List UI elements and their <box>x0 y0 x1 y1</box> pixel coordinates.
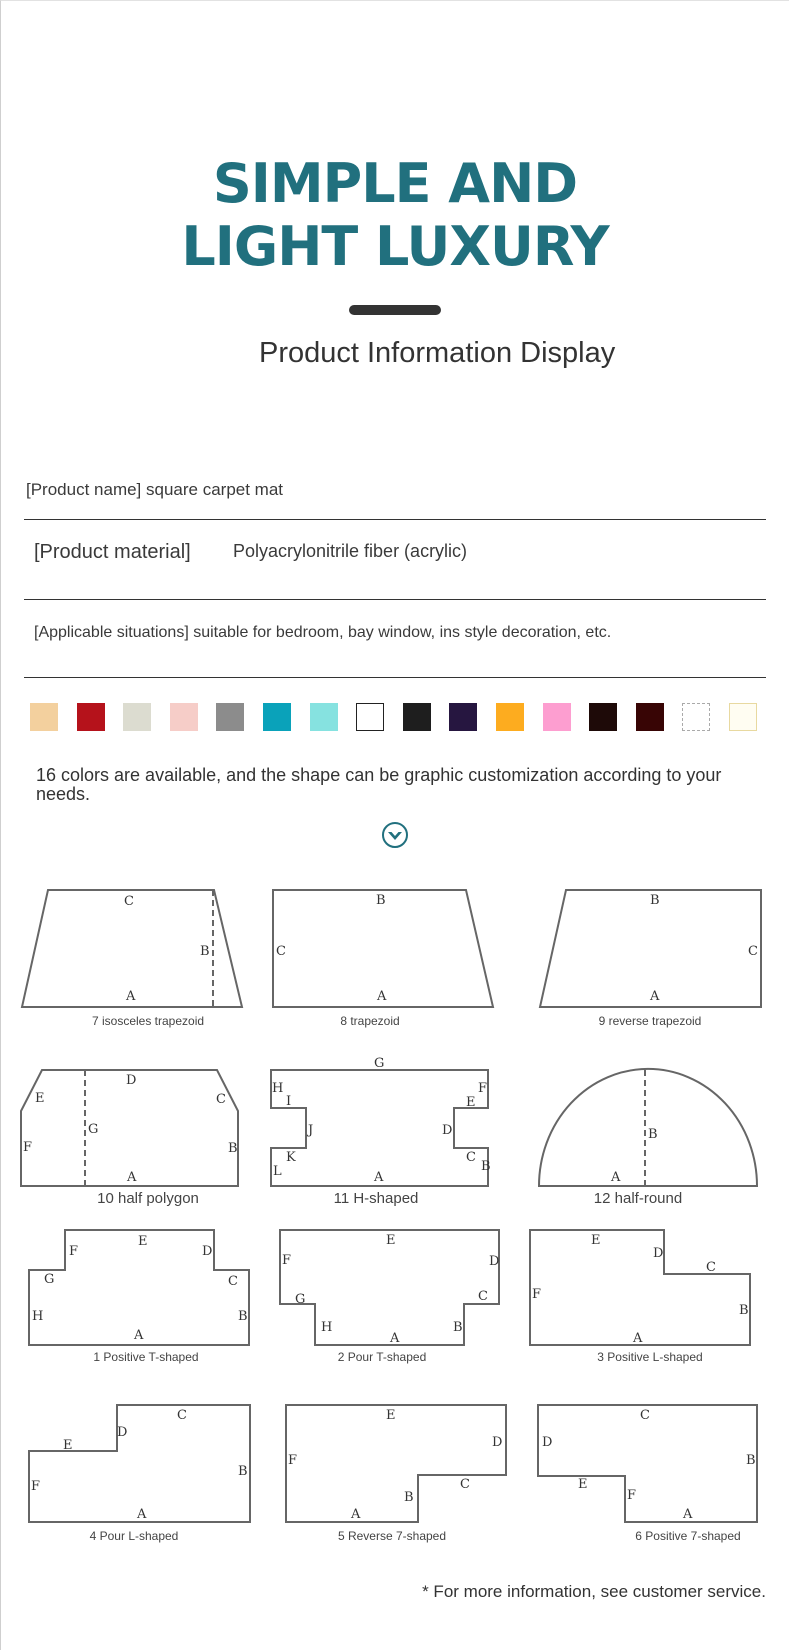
dimension-label: F <box>23 1140 33 1155</box>
shape-caption: 11 H-shaped <box>333 1190 419 1207</box>
dimension-label: C <box>466 1150 476 1165</box>
dimension-label: H <box>321 1320 333 1335</box>
headline-line-1: SIMPLE AND <box>212 152 578 215</box>
dimension-label: C <box>478 1289 488 1304</box>
dimension-label: A <box>390 1331 400 1346</box>
dimension-label: D <box>126 1073 137 1088</box>
dimension-label: G <box>44 1272 55 1287</box>
dimension-label: E <box>35 1091 45 1106</box>
dimension-label: E <box>578 1477 588 1492</box>
dimension-label: G <box>88 1122 99 1137</box>
dimension-label: G <box>295 1292 306 1307</box>
dimension-label: C <box>706 1260 716 1275</box>
dimension-label: F <box>478 1081 488 1096</box>
dimension-label: C <box>216 1092 226 1107</box>
dimension-label: H <box>272 1081 284 1096</box>
dimension-label: I <box>286 1094 292 1109</box>
dimension-label: B <box>404 1490 414 1505</box>
dimension-label: J <box>308 1123 314 1138</box>
shape-caption: 6 Positive 7-shaped <box>635 1529 741 1543</box>
shape-caption: 4 Pour L-shaped <box>89 1529 179 1543</box>
colors-note: 16 colors are available, and the shape can be graphic customization according to your needs. <box>36 765 722 804</box>
dimension-label: C <box>228 1274 238 1289</box>
dimension-label: F <box>69 1244 79 1259</box>
shape-caption: 2 Pour T-shaped <box>337 1350 427 1364</box>
dimension-label: B <box>648 1127 658 1142</box>
dimension-label: G <box>374 1056 385 1071</box>
dimension-label: A <box>683 1507 693 1522</box>
dimension-label: B <box>746 1453 756 1468</box>
shape-caption: 12 half-round <box>593 1190 683 1207</box>
shape-reverse-7 <box>286 1405 506 1522</box>
page-subtitle: Product Information Display <box>259 337 616 369</box>
dimension-label: E <box>466 1095 476 1110</box>
shape-caption: 1 Positive T-shaped <box>93 1350 199 1364</box>
dimension-label: D <box>489 1254 500 1269</box>
dimension-label: F <box>282 1253 292 1268</box>
dimension-label: E <box>138 1234 148 1249</box>
dimension-label: D <box>202 1244 213 1259</box>
dimension-label: B <box>481 1159 491 1174</box>
dimension-label: C <box>640 1408 650 1423</box>
dimension-label: K <box>286 1150 296 1165</box>
dimension-label: C <box>460 1477 470 1492</box>
dimension-label: E <box>591 1233 601 1248</box>
dimension-label: E <box>63 1438 73 1453</box>
dimension-label: E <box>386 1233 396 1248</box>
dimension-label: B <box>453 1320 463 1335</box>
dimension-label: H <box>32 1309 44 1324</box>
dimension-label: B <box>739 1303 749 1318</box>
dimension-label: F <box>288 1453 298 1468</box>
shape-pour-l <box>29 1405 250 1522</box>
applicable-situations: [Applicable situations] suitable for bedroom, bay window, ins style decoration, etc. <box>34 624 612 641</box>
product-material-label: [Product material] <box>34 541 191 563</box>
product-name: [Product name] square carpet mat <box>26 480 284 499</box>
dimension-label: F <box>532 1287 542 1302</box>
dimension-label: A <box>611 1170 621 1185</box>
dimension-label: B <box>238 1309 248 1324</box>
dimension-label: A <box>137 1507 147 1522</box>
dimension-label: A <box>374 1170 384 1185</box>
dimension-label: B <box>650 893 660 908</box>
dimension-label: F <box>31 1479 41 1494</box>
dimension-label: C <box>124 894 134 909</box>
dimension-label: D <box>117 1425 128 1440</box>
dimension-label: A <box>134 1328 144 1343</box>
dimension-label: A <box>650 989 660 1004</box>
dimension-label: L <box>273 1164 282 1179</box>
dimension-label: D <box>542 1435 553 1450</box>
dimension-label: B <box>200 944 210 959</box>
product-material-value: Polyacrylonitrile fiber (acrylic) <box>233 541 468 561</box>
dimension-label: B <box>376 893 386 908</box>
dimension-label: A <box>127 1170 137 1185</box>
dimension-label: E <box>386 1408 396 1423</box>
dimension-label: B <box>238 1464 248 1479</box>
dimension-label: D <box>492 1435 503 1450</box>
shape-caption: 10 half polygon <box>97 1190 199 1207</box>
shape-caption: 5 Reverse 7-shaped <box>337 1529 447 1543</box>
shape-caption: 7 isosceles trapezoid <box>91 1014 205 1028</box>
headline-line-2: LIGHT LUXURY <box>181 215 609 278</box>
shape-caption: 3 Positive L-shaped <box>597 1350 703 1364</box>
shape-h-shaped <box>271 1070 488 1186</box>
shape-caption: 8 trapezoid <box>340 1014 400 1028</box>
dimension-label: C <box>276 944 286 959</box>
shape-caption: 9 reverse trapezoid <box>598 1014 702 1028</box>
dimension-label: D <box>442 1123 453 1138</box>
dimension-label: A <box>351 1507 361 1522</box>
dimension-label: B <box>228 1141 238 1156</box>
dimension-label: A <box>377 989 387 1004</box>
dimension-label: D <box>653 1246 664 1261</box>
dimension-label: A <box>633 1331 643 1346</box>
footer-note: * For more information, see customer service. <box>422 1582 766 1601</box>
dimension-label: F <box>627 1488 637 1503</box>
dimension-label: C <box>177 1408 187 1423</box>
dimension-label: A <box>126 989 136 1004</box>
shape-positive-l <box>530 1230 750 1345</box>
dimension-label: C <box>748 944 758 959</box>
